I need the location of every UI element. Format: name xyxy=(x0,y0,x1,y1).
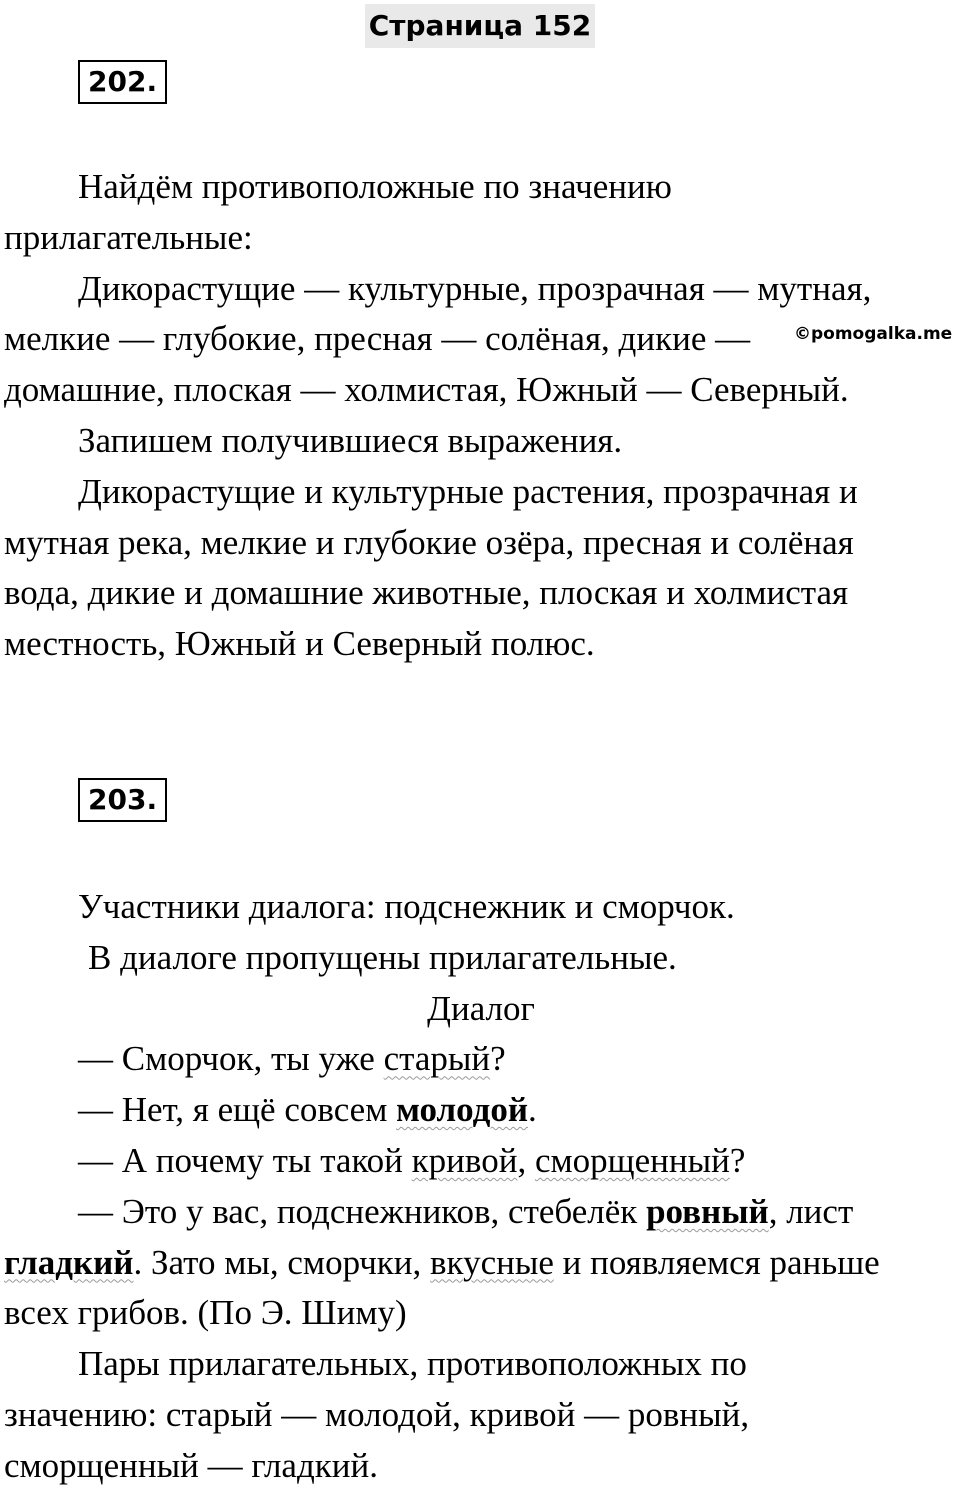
paragraph-line: мутная река, мелкие и глубокие озёра, пресная и солёная xyxy=(4,522,854,562)
bold-adjective: гладкий xyxy=(4,1242,134,1282)
dialog-line: всех грибов. (По Э. Шиму) xyxy=(4,1293,407,1333)
underlined-adjective: кривой xyxy=(411,1140,518,1180)
paragraph-line: домашние, плоская — холмистая, Южный — Северный. xyxy=(4,370,849,410)
paragraph-line: местность, Южный и Северный полюс. xyxy=(4,624,595,664)
bold-adjective: ровный xyxy=(646,1191,769,1231)
bold-adjective: молодой xyxy=(396,1090,529,1130)
dialog-line: — А почему ты такой кривой, сморщенный? xyxy=(78,1140,746,1180)
underlined-adjective: сморщенный xyxy=(534,1140,730,1180)
task-202-text xyxy=(4,162,958,670)
dialog-line: — Это у вас, подснежников, стебелёк ровный, лист xyxy=(78,1191,854,1231)
paragraph-line: Найдём противоположные по значению xyxy=(78,167,672,206)
missing-note-line: В диалоге пропущены прилагательные. xyxy=(88,937,677,977)
dialog-title: Диалог xyxy=(427,988,535,1028)
conclusion-line: значению: старый — молодой, кривой — ровный, xyxy=(4,1394,750,1434)
page-title: Страница 152 xyxy=(365,4,596,48)
underlined-adjective: вкусные xyxy=(430,1242,554,1282)
task-203-text xyxy=(4,882,958,1492)
conclusion-line: Пары прилагательных, противоположных по xyxy=(78,1344,747,1384)
conclusion-line: сморщенный — гладкий. xyxy=(4,1445,378,1485)
paragraph-line: прилагательные: xyxy=(4,217,253,257)
underlined-adjective: старый xyxy=(383,1039,491,1079)
page-header xyxy=(0,4,960,48)
paragraph-line: Запишем получившиеся выражения. xyxy=(78,420,623,460)
paragraph-line: Дикорастущие — культурные, прозрачная — мутная, xyxy=(78,268,872,308)
paragraph-line: мелкие — глубокие, пресная — солёная, дикие — xyxy=(4,319,751,359)
participants-line: Участники диалога: подснежник и сморчок. xyxy=(78,887,735,926)
paragraph-line: вода, дикие и домашние животные, плоская и холмистая xyxy=(4,573,849,613)
dialog-line: — Нет, я ещё совсем молодой. xyxy=(78,1090,537,1130)
task-number-203: 203. xyxy=(78,778,167,822)
dialog-line: гладкий. Зато мы, сморчки, вкусные и появляемся раньше xyxy=(4,1242,880,1282)
dialog-line: — Сморчок, ты уже старый? xyxy=(78,1039,506,1079)
paragraph-line: Дикорастущие и культурные растения, прозрачная и xyxy=(78,471,858,511)
task-number-202: 202. xyxy=(78,60,167,104)
watermark: ©pomogalka.me xyxy=(794,324,953,344)
